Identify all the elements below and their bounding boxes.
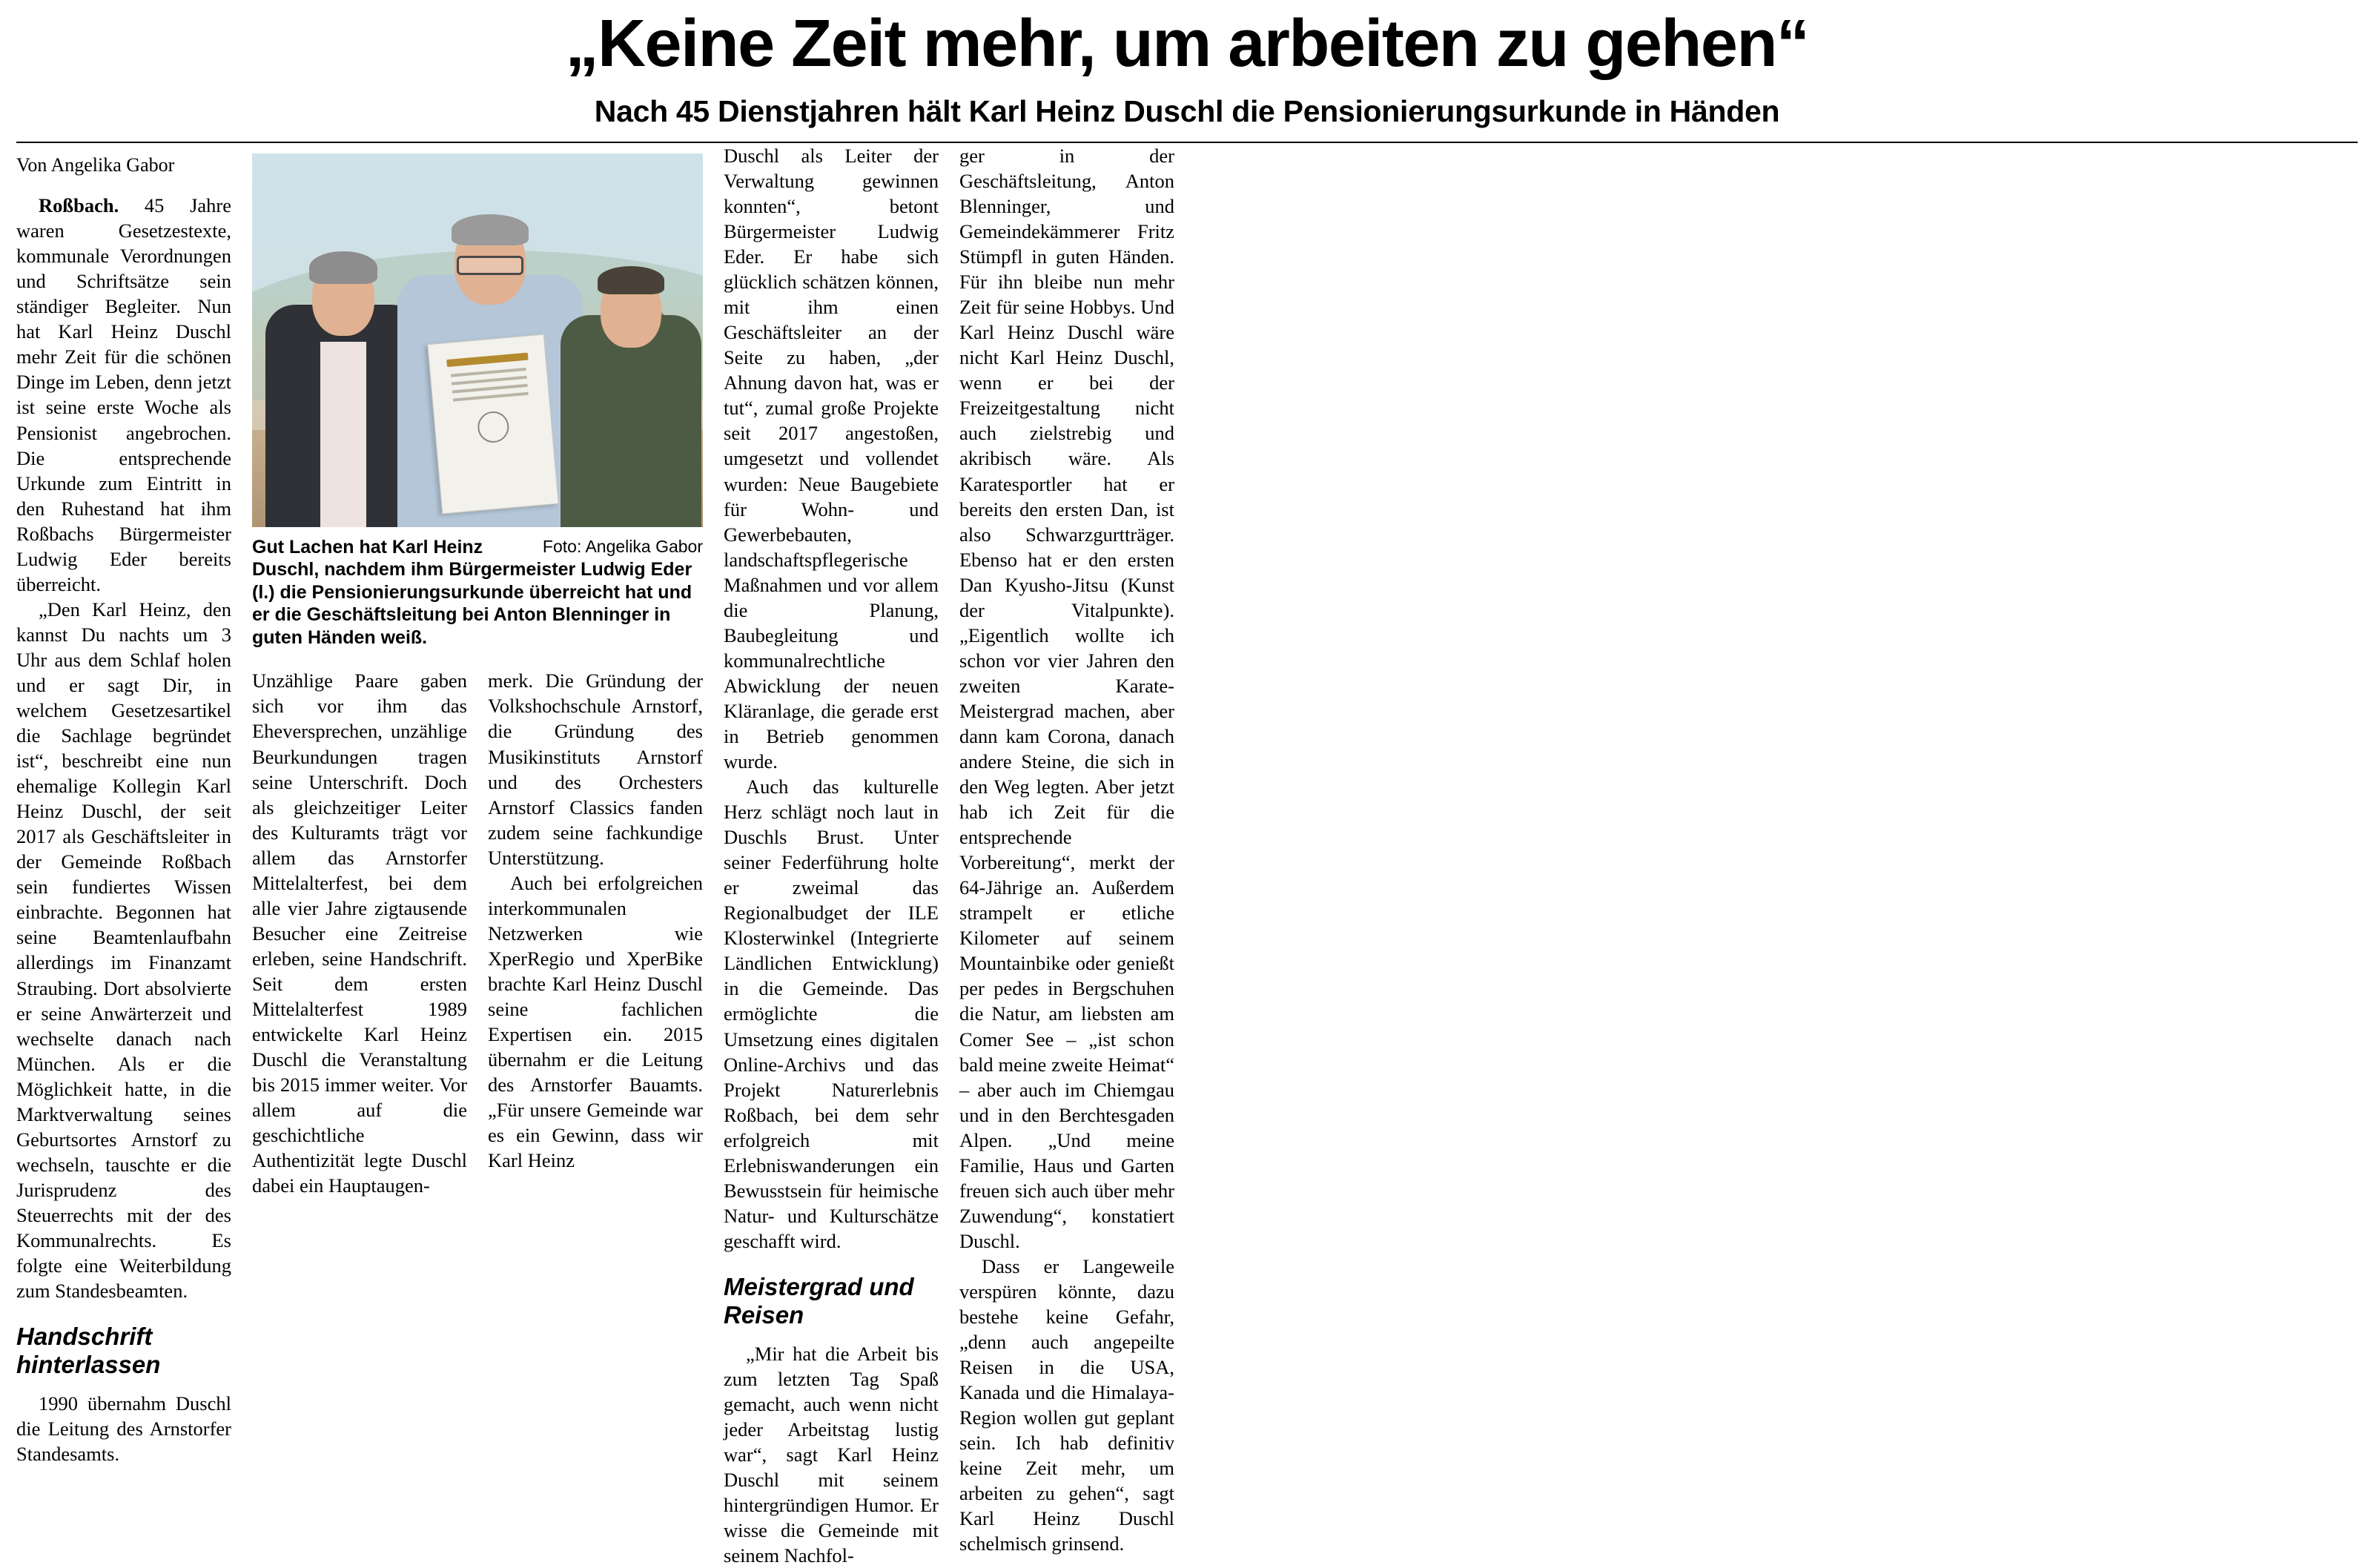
- paragraph: „Mir hat die Arbeit bis zum letzten Tag Spaß gemacht, auch wenn nicht jeder Arbeitstag lustig war“, sagt Karl Heinz Duschl mit seinem hintergründigen Humor. Er wisse die Gemeinde mit seinem Nachfol-: [724, 1342, 939, 1567]
- photo-under-columns: [252, 668, 703, 1198]
- column-2: [252, 668, 467, 1198]
- headline-block: [0, 0, 2374, 128]
- certificate-text-line: [450, 368, 526, 377]
- certificate-text-line: [451, 376, 527, 386]
- hair: [309, 251, 377, 284]
- section-subhead-meistergrad: Meistergrad und Reisen: [724, 1272, 914, 1329]
- section-subhead-handschrift: Handschrift hinterlassen: [16, 1323, 161, 1379]
- glasses-icon: [457, 256, 523, 275]
- page-title: „Keine Zeit mehr, um arbeiten zu gehen“: [565, 7, 1809, 81]
- paragraph: Dass er Langeweile verspüren könnte, dazu bestehe keine Gefahr, „denn auch angepeilte Reisen in die USA, Kanada und die Himalaya-Region wollen gut geplant sein. Ich hab definitiv keine Zeit mehr, um arbeiten zu gehen“, sagt Karl Heinz Duschl schelmisch grinsend.: [959, 1254, 1174, 1555]
- paragraph: Duschl als Leiter der Verwaltung gewinnen konnten“, betont Bürgermeister Ludwig Eder. Er habe sich glücklich schätzen können, mit ihm einen Geschäftsleiter an der Seite zu haben, „der Ahnung davon hat, was er tut“, zumal große Projekte seit 2017 angestoßen, umgesetzt und vollendet wurden: Neue Baugebiete für Wohn- und Gewerbebauten, landschaftspflegerische Maßnahmen und vor allem die Planung, Baubegleitung und kommunalrechtliche Abwicklung der neuen Kläranlage, die gerade erst in Betrieb genommen wurde.: [724, 144, 939, 773]
- certificate-seal: [477, 410, 511, 444]
- dress-shirt: [320, 342, 366, 527]
- dateline: Roßbach.: [39, 194, 119, 217]
- paragraph: Unzählige Paare gaben sich vor ihm das Eheversprechen, unzählige Beurkundungen tragen seine Unterschrift. Doch als gleichzeitiger Leiter des Kulturamts trägt vor allem das Arnstorfer Mittelalterfest, bei dem alle vier Jahre zigtausende Besucher eine Zeitreise erleben, seine Handschrift. Seit dem ersten Mittelalterfest 1989 entwickelte Karl Heinz Duschl die Veranstaltung bis 2015 immer weiter. Vor allem auf die geschichtliche Authentizität legte Duschl dabei ein Hauptaugen-: [252, 669, 467, 1197]
- paragraph: 1990 übernahm Duschl die Leitung des Arnstorfer Standesamts.: [16, 1392, 231, 1466]
- certificate-text-line: [452, 392, 529, 402]
- man-right-sweater: [561, 263, 701, 527]
- paragraph-lead-text: 45 Jahre waren Gesetzestexte, kommunale Verordnungen und Schriftsätze sein ständiger Begleiter. Nun hat Karl Heinz Duschl mehr Zeit für die schönen Dinge im Leben, denn jetzt ist seine erste Woche als Pensionist angebrochen. Die entsprechende Urkunde zum Eintritt in den Ruhestand hat ihm Roßbachs Bürgermeister Ludwig Eder bereits überreicht.: [16, 194, 231, 595]
- byline: Von Angelika Gabor: [16, 153, 175, 176]
- certificate-document: [427, 334, 558, 514]
- photo-block: [252, 153, 703, 649]
- column-1: [16, 143, 231, 1466]
- certificate-text-line: [452, 384, 528, 394]
- article-columns: [16, 143, 2358, 1568]
- photo-caption: [252, 536, 703, 649]
- photo-credit: Foto: Angelika Gabor: [542, 536, 703, 556]
- paragraph: merk. Die Gründung der Volkshochschule Arnstorf, die Gründung des Musikinstituts Arnstorf und des Orchesters Arnstorf Classics fanden zudem seine fachkundige Unterstützung.: [488, 669, 703, 869]
- paragraph-lead: [16, 193, 231, 597]
- hair: [598, 266, 664, 294]
- column-5: [959, 143, 1174, 1557]
- subtitle: Nach 45 Dienstjahren hält Karl Heinz Duschl die Pensionierungsurkunde in Händen: [594, 93, 1780, 128]
- paragraph: Auch bei erfolgreichen interkommunalen Netzwerken wie XperRegio und XperBike brachte Karl Heinz Duschl seine fachlichen Expertisen ein. 2015 übernahm er die Leitung des Arnstorfer Bauamts. „Für unsere Gemeinde war es ein Gewinn, dass wir Karl Heinz: [488, 871, 703, 1172]
- article-photo: [252, 153, 703, 527]
- column-4: [724, 143, 939, 1568]
- certificate-heading: [447, 352, 529, 366]
- column-3: [488, 668, 703, 1198]
- photo-caption-text: Gut Lachen hat Karl Heinz Duschl, nachdem ihm Bürgermeister Ludwig Eder (l.) die Pensionierungsurkunde überreicht hat und er die Geschäftsleitung bei Anton Blenninger in guten Händen weiß.: [252, 536, 692, 648]
- paragraph: ger in der Geschäftsleitung, Anton Blenninger, und Gemeindekämmerer Fritz Stümpfl in guten Händen. Für ihn bleibe nun mehr Zeit für seine Hobbys. Und Karl Heinz Duschl wäre nicht Karl Heinz Duschl, wenn er bei der Freizeitgestaltung nicht auch zielstrebig und akribisch wäre. Als Karatesportler hat er bereits den ersten Dan, ist also Schwarzgurtträger. Ebenso hat er den ersten Dan Kyusho-Jitsu (Kunst der Vitalpunkte). „Eigentlich wollte ich schon vor vier Jahren den zweiten Karate-Meistergrad machen, aber dann kam Corona, danach andere Steine, die sich in den Weg legten. Aber jetzt hab ich Zeit für die entsprechende Vorbereitung“, merkt der 64-Jährige an. Außerdem strampelt er etliche Kilometer auf seinem Mountainbike oder genießt per pedes in Bergschuhen die Natur, am liebsten am Comer See – „ist schon bald meine zweite Heimat“ – aber auch im Chiemgau und in den Berchtesgaden Alpen. „Und meine Familie, Haus und Garten freuen sich auch über mehr Zuwendung“, konstatiert Duschl.: [959, 144, 1174, 1252]
- hair: [452, 214, 529, 245]
- column-2-3-block: [252, 143, 703, 1198]
- paragraph: „Den Karl Heinz, den kannst Du nachts um 3 Uhr aus dem Schlaf holen und er sagt Dir, in welchem Gesetzesartikel die Sachlage begründet ist“, beschreibt eine nun ehemalige Kollegin Karl Heinz Duschl, der seit 2017 als Geschäftsleiter in der Gemeinde Roßbach sein fundiertes Wissen einbrachte. Begonnen hat seine Beamtenlaufbahn allerdings im Finanzamt Straubing. Dort absolvierte er seine Anwärterzeit und wechselte danach nach München. Als er die Möglichkeit hatte, in die Marktverwaltung seines Geburtsortes Arnstorf zu wechseln, tauschte er die Jurisprudenz des Steuerrechts mit der des Kommunalrechts. Es folgte eine Weiterbildung zum Standesbeamten.: [16, 598, 231, 1303]
- paragraph: Auch das kulturelle Herz schlägt noch laut in Duschls Brust. Unter seiner Federführung holte er zweimal das Regionalbudget der ILE Klosterwinkel (Integrierte Ländlichen Entwicklung) in die Gemeinde. Das ermöglichte die Umsetzung eines digitalen Online-Archivs und das Projekt Naturerlebnis Roßbach, bei dem sehr erfolgreich mit Erlebniswanderungen ein Bewusstsein für heimische Natur- und Kulturschätze geschafft wird.: [724, 775, 939, 1252]
